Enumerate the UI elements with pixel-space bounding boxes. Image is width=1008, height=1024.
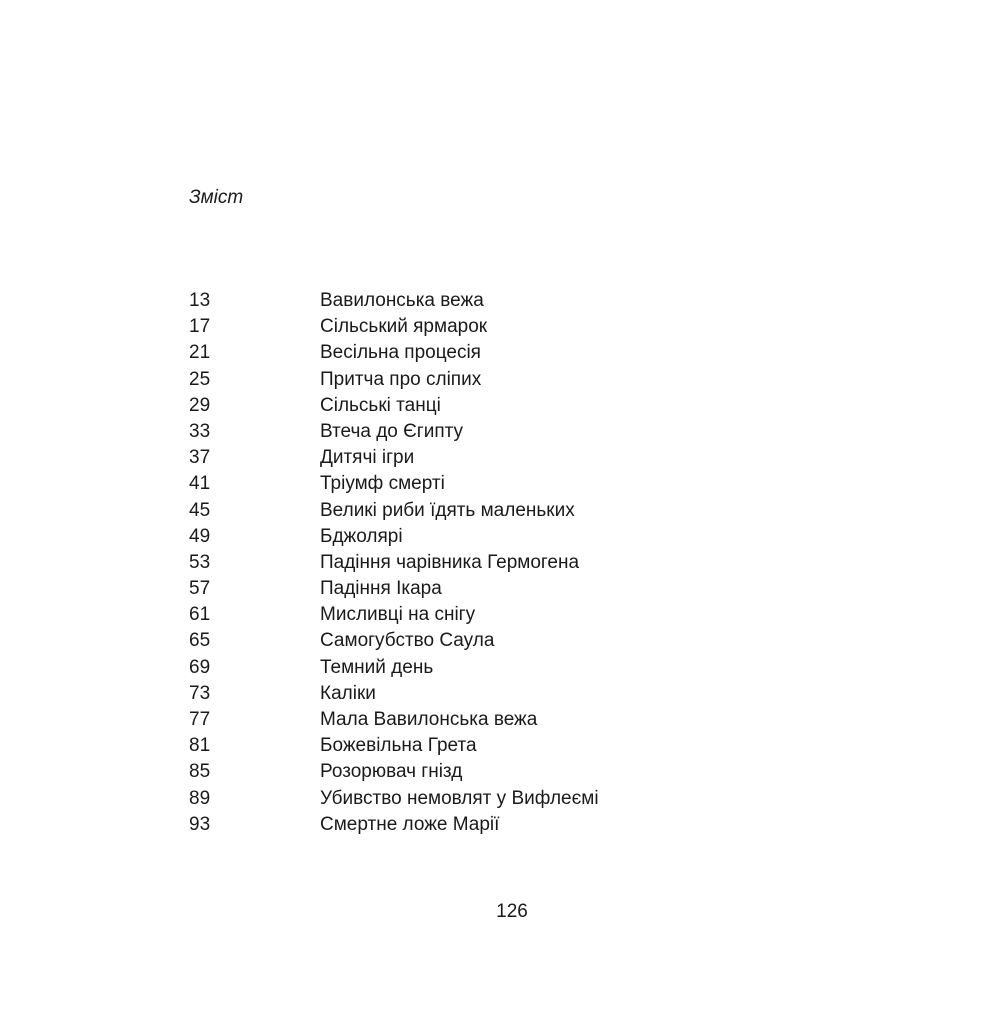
toc-entry-page: 13 bbox=[189, 290, 211, 311]
toc-entry-title: Притча про сліпих bbox=[320, 368, 482, 390]
toc-entry-page: 57 bbox=[189, 578, 211, 600]
toc-entry-title: Божевільна Грета bbox=[320, 735, 477, 757]
toc-entry-page: 65 bbox=[189, 630, 211, 652]
toc-entry-page: 61 bbox=[189, 604, 211, 626]
page-number: 126 bbox=[496, 901, 528, 922]
toc-entry bbox=[189, 602, 599, 628]
toc-entry-title: Каліки bbox=[320, 682, 376, 704]
toc-entry-title: Тріумф смерті bbox=[320, 473, 445, 495]
toc-entry bbox=[189, 812, 599, 838]
toc-heading: Зміст bbox=[189, 187, 244, 208]
toc-entry-title: Втеча до Єгипту bbox=[320, 420, 464, 442]
toc-entry-title: Самогубство Саула bbox=[320, 630, 495, 652]
toc-entry bbox=[189, 288, 599, 314]
toc-entry-title: Темний день bbox=[320, 656, 434, 678]
toc-entry bbox=[189, 655, 599, 681]
toc-entry-page: 33 bbox=[189, 420, 211, 442]
toc-entry bbox=[189, 550, 599, 576]
toc-entry-page: 21 bbox=[189, 342, 211, 364]
toc-entry-title: Смертне ложе Марії bbox=[320, 813, 500, 835]
toc-entry-page: 25 bbox=[189, 368, 211, 390]
toc-entry-page: 69 bbox=[189, 656, 211, 678]
toc-entry-title: Мисливці на снігу bbox=[320, 604, 476, 626]
toc-entry-page: 77 bbox=[189, 709, 211, 730]
toc-entry-title: Убивство немовлят у Вифлеємі bbox=[320, 787, 599, 809]
toc-entry-title: Сільський ярмарок bbox=[320, 316, 488, 338]
toc-entry bbox=[189, 524, 599, 550]
toc-entry bbox=[189, 628, 599, 654]
toc-entry-page: 85 bbox=[189, 761, 211, 783]
toc-entry-title: Великі риби їдять маленьких bbox=[320, 499, 575, 521]
toc-entry bbox=[189, 314, 599, 340]
toc-entry bbox=[189, 576, 599, 602]
toc-entry-page: 53 bbox=[189, 551, 211, 573]
toc-entry bbox=[189, 445, 599, 471]
toc-entry-page: 49 bbox=[189, 525, 211, 547]
toc-entry-page: 81 bbox=[189, 735, 211, 757]
toc-entry bbox=[189, 340, 599, 366]
toc-entry-page: 41 bbox=[189, 473, 211, 495]
toc-entry-page: 73 bbox=[189, 682, 211, 704]
toc-entry bbox=[189, 471, 599, 497]
toc-entry-page: 45 bbox=[189, 499, 211, 521]
toc-entry bbox=[189, 786, 599, 812]
toc-entry-title: Падіння Ікара bbox=[320, 578, 442, 600]
toc-entry-title: Падіння чарівника Гермогена bbox=[320, 551, 580, 573]
toc-entry bbox=[189, 393, 599, 419]
table-of-contents bbox=[189, 288, 599, 838]
toc-entry-title: Весільна процесія bbox=[320, 342, 481, 364]
toc-entry-page: 93 bbox=[189, 813, 211, 835]
toc-entry-title: Бджолярі bbox=[320, 525, 403, 547]
toc-entry-title: Дитячі ігри bbox=[320, 447, 415, 469]
toc-entry-title: Мала Вавилонська вежа bbox=[320, 709, 538, 730]
toc-entry-title: Сільські танці bbox=[320, 394, 441, 416]
toc-entry bbox=[189, 498, 599, 524]
toc-entry bbox=[189, 681, 599, 707]
toc-entry-title: Вавилонська вежа bbox=[320, 290, 484, 311]
toc-entry bbox=[189, 759, 599, 785]
toc-entry-page: 89 bbox=[189, 787, 211, 809]
toc-entry-page: 37 bbox=[189, 447, 211, 469]
toc-entry bbox=[189, 733, 599, 759]
toc-entry bbox=[189, 419, 599, 445]
toc-entry bbox=[189, 707, 599, 733]
toc-entry-page: 29 bbox=[189, 394, 211, 416]
toc-entry bbox=[189, 367, 599, 393]
toc-entry-title: Розорювач гнізд bbox=[320, 761, 463, 783]
toc-entry-page: 17 bbox=[189, 316, 211, 338]
